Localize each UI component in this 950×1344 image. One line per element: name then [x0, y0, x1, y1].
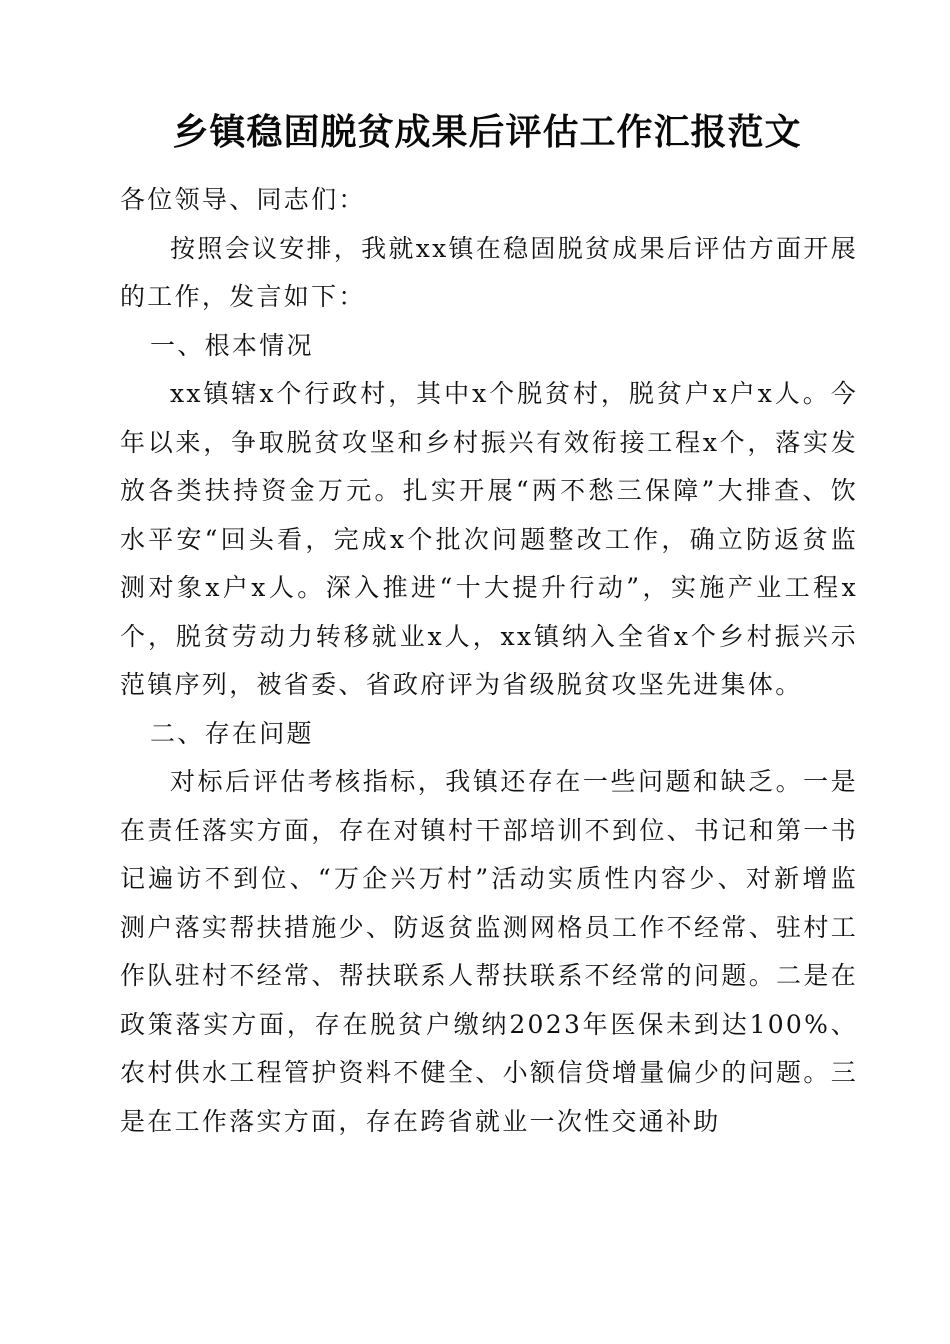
document-title: 乡镇稳固脱贫成果后评估工作汇报范文 — [172, 111, 802, 153]
section-heading-existing-problems: 二、存在问题 — [150, 718, 314, 748]
section-heading-basic-situation: 一、根本情况 — [150, 330, 314, 360]
basic-situation-paragraph: xx镇辖x个行政村，其中x个脱贫村，脱贫户x户x人。今年以来，争取脱贫攻坚和乡村振兴有效衔接工程x个，落实发放各类扶持资金万元。扎实开展“两不愁三保障”大排查、饮水平安“回头看，完成x个批次问题整改工作，确立防返贫监测对象x户x人。深入推进“十大提升行动”，实施产业工程x个，脱贫劳动力转移就业x人，xx镇纳入全省x个乡村振兴示范镇序列，被省委、省政府评为省级脱贫攻坚先进集体。 — [120, 379, 858, 699]
salutation: 各位领导、同志们： — [120, 185, 366, 214]
intro-paragraph: 按照会议安排，我就xx镇在稳固脱贫成果后评估方面开展的工作，发言如下： — [120, 233, 859, 311]
document-body — [120, 176, 858, 1146]
existing-problems-paragraph: 对标后评估考核指标，我镇还存在一些问题和缺乏。一是在责任落实方面，存在对镇村干部培训不到位、书记和第一书记遍访不到位、“万企兴万村”活动实质性内容少、对新增监测户落实帮扶措施少、防返贫监测网格员工作不经常、驻村工作队驻村不经常、帮扶联系人帮扶联系不经常的问题。二是在政策落实方面，存在脱贫户缴纳2023年医保未到达100%、农村供水工程管护资料不健全、小额信贷增量偏少的问题。三是在工作落实方面，存在跨省就业一次性交通补助 — [120, 767, 858, 1136]
